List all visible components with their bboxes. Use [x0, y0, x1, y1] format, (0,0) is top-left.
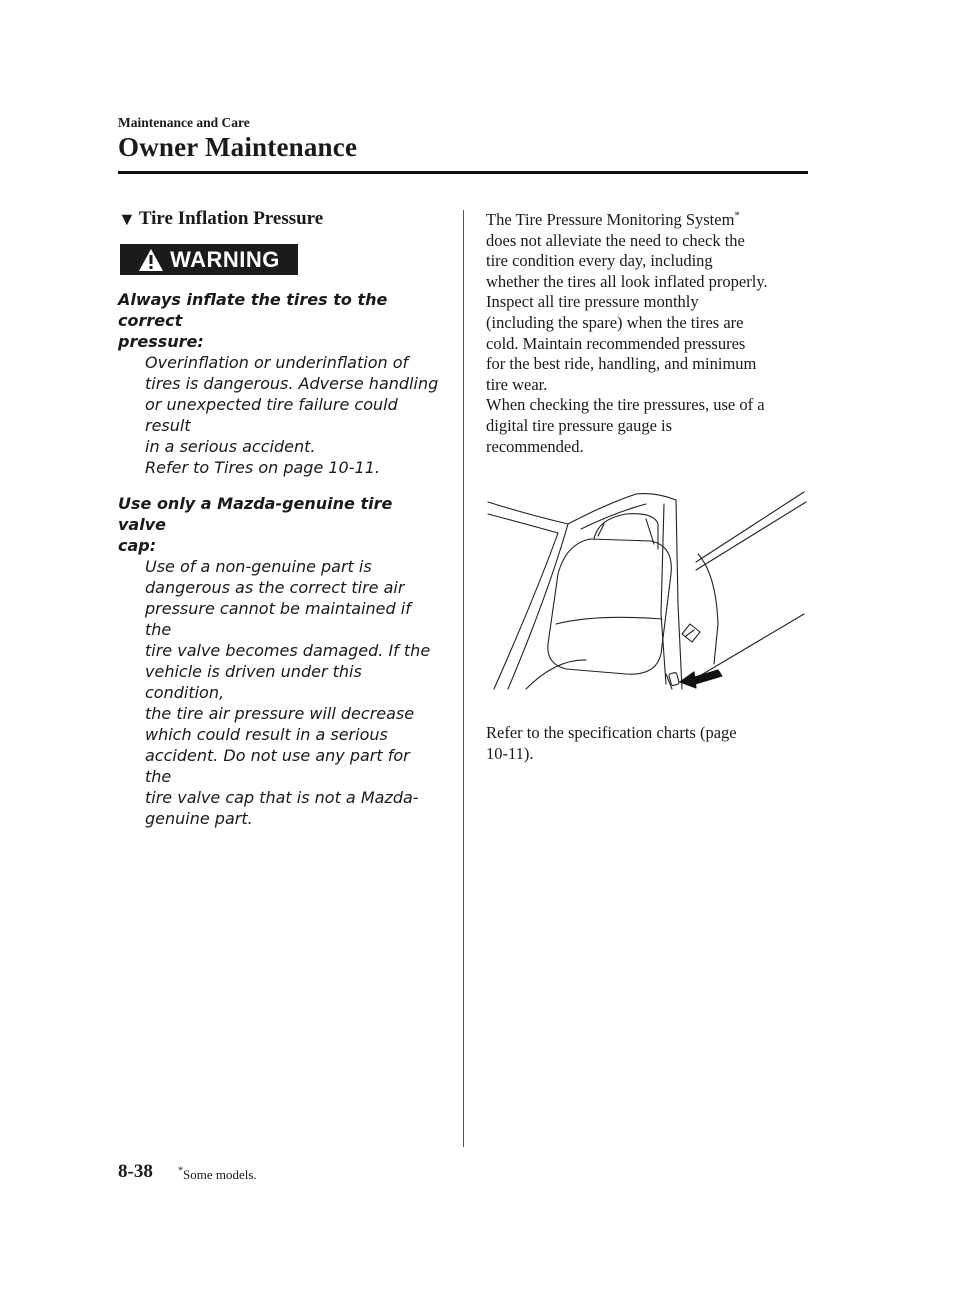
text-line: Overinflation or underinflation of [145, 353, 409, 372]
text-line: dangerous as the correct tire air [145, 578, 405, 597]
column-divider [463, 210, 464, 1147]
warning-banner [120, 244, 298, 275]
right-column [486, 210, 808, 457]
left-column [118, 208, 440, 829]
text-line: Refer to Tires on page 10-11. [145, 458, 380, 477]
text-line: (including the spare) when the tires are [486, 312, 744, 332]
warning-lead: Always inflate the tires to the correct [118, 290, 388, 330]
text-line: genuine part. [145, 809, 253, 828]
text-line: 10-11). [486, 743, 534, 763]
warning-label: WARNING [170, 246, 280, 272]
monitoring-paragraph [486, 210, 808, 231]
text-line: tire wear. [486, 374, 548, 394]
text-line: cold. Maintain recommended pressures [486, 333, 746, 353]
text-line: or unexpected tire failure could result [145, 395, 398, 435]
text-line: tire valve becomes damaged. If the [145, 641, 431, 660]
text-line: The Tire Pressure Monitoring System [486, 210, 735, 229]
warning-lead: pressure: [118, 332, 204, 351]
text-line: which could result in a serious [145, 725, 388, 744]
text-line: tire condition every day, including [486, 251, 713, 271]
chapter-title: Owner Maintenance [118, 132, 358, 162]
warning-item-valve-cap [118, 493, 440, 829]
section-heading [118, 208, 440, 230]
triangle-marker-icon: ▼ [118, 208, 136, 229]
asterisk-icon: * [734, 209, 740, 222]
text-line: pressure cannot be maintained if the [145, 599, 411, 639]
door-pillar-tire-label-illustration [486, 484, 808, 699]
text-line: vehicle is driven under this condition, [145, 662, 362, 702]
text-line: for the best ride, handling, and minimum [486, 354, 757, 374]
text-line: in a serious accident. [145, 437, 316, 456]
text-line: When checking the tire pressures, use of a [486, 395, 765, 415]
section-label: Maintenance and Care [118, 115, 250, 130]
warning-triangle-icon [138, 248, 164, 272]
text-line: recommended. [486, 436, 584, 456]
reference-paragraph [486, 723, 808, 764]
text-line: the tire air pressure will decrease [145, 704, 415, 723]
text-line: Use of a non-genuine part is [145, 557, 372, 576]
text-line: digital tire pressure gauge is [486, 415, 673, 435]
section-heading-text: Tire Inflation Pressure [138, 208, 324, 229]
warning-item-inflation [118, 289, 440, 478]
title-divider [118, 171, 808, 174]
warning-body [118, 352, 440, 478]
text-line: tires is dangerous. Adverse handling [145, 374, 439, 393]
warning-body [118, 556, 440, 829]
text-line: tire valve cap that is not a Mazda- [145, 788, 419, 807]
text-line: whether the tires all look inflated properly. [486, 271, 768, 291]
text-line: accident. Do not use any part for the [145, 746, 410, 786]
text-line: does not alleviate the need to check the [486, 230, 745, 250]
text-line: Refer to the specification charts (page [486, 723, 737, 742]
warning-lead: Use only a Mazda-genuine tire valve [118, 494, 393, 534]
page-number: 8-38 [118, 1161, 153, 1182]
text-line: Inspect all tire pressure monthly [486, 292, 699, 312]
warning-lead: cap: [118, 536, 157, 555]
asterisk-icon: * [178, 1165, 183, 1177]
footnote [178, 1167, 257, 1183]
footnote-text: Some models. [183, 1167, 257, 1182]
